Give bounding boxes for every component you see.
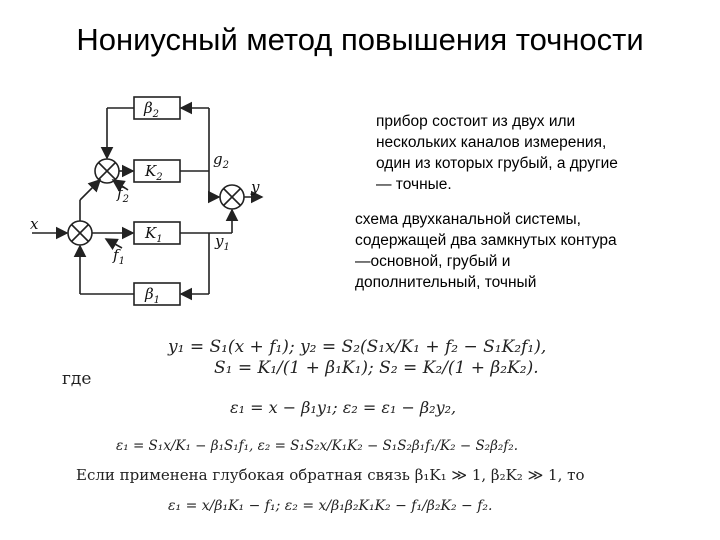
scheme-line: дополнительный, точный [355,274,537,291]
k1-label: $K_1$ [145,224,163,245]
description-line: нескольких каналов измерения, [376,134,607,151]
summing-junction-2 [95,159,119,183]
f1-label: $f_1$ [113,246,125,267]
summing-junction-out [220,185,244,209]
beta1-label: $\beta_1$ [145,285,161,306]
formula-line-1: y₁ = S₁(x + f₁); y₂ = S₂(S₁x/K₁ + f₂ − S₁K₂f₁), [168,337,547,357]
formula-line-6: ε₁ = x/β₁K₁ − f₁; ε₂ = x/β₁β₂K₁K₂ − f₁/β₂K₂ − f₂. [168,498,493,514]
where-label: где [62,369,92,389]
k2-label: $K_2$ [145,162,163,183]
scheme-line: —основной, грубый и [355,253,511,270]
scheme-line: схема двухканальной системы, [355,211,581,228]
block-diagram [30,97,262,306]
formula-condition: Если применена глубокая обратная связь β₁K₁ ≫ 1, β₂K₂ ≫ 1, то [76,466,585,484]
formulas [62,337,584,514]
f2-label: $f_2$ [117,184,129,205]
formula-line-2: S₁ = K₁/(1 + β₁K₁); S₂ = K₂/(1 + β₂K₂). [214,358,539,378]
slide-title: Нониусный метод повышения точности [76,22,644,57]
description-line: один из которых грубый, а другие [376,155,618,172]
y-label: y [251,178,260,196]
formula-line-3: ε₁ = x − β₁y₁; ε₂ = ε₁ − β₂y₂, [230,398,457,417]
scheme-line: содержащей два замкнутых контура [355,232,617,249]
y1-label: $y_1$ [215,232,230,253]
description-line: прибор состоит из двух или [376,113,576,130]
summing-junction-1 [68,221,92,245]
beta2-label: $\beta_2$ [144,99,160,120]
g2-label: $g_2$ [213,150,229,171]
formula-line-4: ε₁ = S₁x/K₁ − β₁S₁f₁, ε₂ = S₁S₂x/K₁K₂ − S₁S₂β₁f₁/K₂ − S₂β₂f₂. [116,438,519,454]
description-line: — точные. [376,176,452,193]
x-label: x [30,215,39,233]
